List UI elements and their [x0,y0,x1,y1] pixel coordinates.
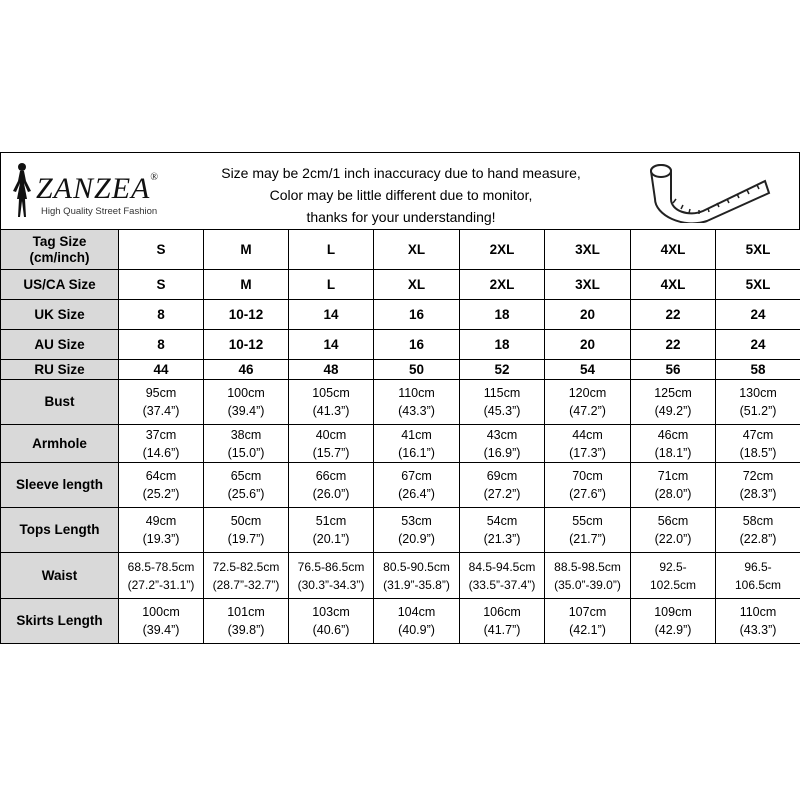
cell-text: (25.2”) [142,487,180,501]
cell-text: (43.3”) [739,623,777,637]
cell-text: (15.7”) [312,445,350,460]
cell-text: 52 [494,361,510,377]
cell-text: 100cm [142,605,180,619]
cell-text: 51cm [315,514,347,528]
table-cell [374,508,460,553]
table-cell [545,599,631,644]
cell-text: 84.5-94.5cm [468,559,536,574]
cell-text: 8 [157,336,165,352]
cell-text: 69cm [486,469,518,483]
table-cell [460,380,545,425]
table-cell [716,599,800,644]
table-cell [460,425,545,463]
cell-text: 101cm [227,605,265,619]
cell-text: (22.0”) [654,532,692,546]
table-cell [204,360,289,380]
cell-text: 80.5-90.5cm [383,559,450,574]
table-cell [289,360,374,380]
woman-silhouette-icon [9,161,35,221]
table-cell [204,599,289,644]
table-cell [289,230,374,270]
cell-text: M [240,276,252,292]
cell-text: (28.7”-32.7”) [212,577,280,592]
row-label-text: (cm/inch) [29,249,90,265]
cell-text: (20.9”) [398,532,435,546]
cell-text: (41.7”) [483,623,521,637]
cell-text: 115cm [483,386,521,400]
table-row [1,463,800,508]
cell-text: 105cm [312,386,350,400]
row-label-text: Tag Size [32,233,87,249]
cell-text: 54cm [486,514,518,528]
table-cell [631,360,716,380]
table-cell [119,300,204,330]
row-label [1,380,119,425]
cell-text: 56 [665,361,681,377]
cell-text: (19.7”) [227,532,265,546]
table-cell [204,330,289,360]
cell-text: 125cm [654,386,692,400]
table-cell [374,330,460,360]
cell-text: S [156,241,166,257]
row-label [1,463,119,508]
cell-text: (21.3”) [483,532,521,546]
cell-text: 110cm [398,386,435,400]
table-cell [716,330,800,360]
cell-text: 100cm [227,386,265,400]
cell-text: 103cm [312,605,350,619]
cell-text: 66cm [315,469,347,483]
brand-logo [9,161,189,221]
cell-text: (30.3”-34.3”) [297,577,365,592]
table-cell [716,463,800,508]
row-label-text: Skirts Length [16,613,103,628]
cell-text: 37cm [145,427,177,442]
cell-text: 46 [238,361,254,377]
row-label [1,270,119,300]
cell-text: 102.5cm [649,577,697,592]
cell-text: 56cm [657,514,689,528]
table-cell [545,230,631,270]
cell-text: 120cm [568,386,607,400]
cell-text: 43cm [486,427,518,442]
cell-text: (41.3”) [312,404,350,418]
cell-text: (43.3”) [398,404,435,418]
cell-text: 16 [408,336,425,352]
row-label [1,508,119,553]
cell-text: 47cm [742,427,774,442]
cell-text: (26.4”) [398,487,435,501]
size-chart [0,152,800,644]
cell-text: 10-12 [228,336,264,352]
row-label-text: RU Size [34,361,85,377]
cell-text: (18.1”) [654,445,692,460]
table-cell [631,300,716,330]
notice-line: Size may be 2cm/1 inch inaccuracy due to hand measure, [221,165,581,181]
cell-text: 65cm [230,469,262,483]
cell-text: 3XL [575,276,600,292]
cell-text: 5XL [745,276,771,292]
notice-line: Color may be little different due to monitor, [269,187,533,203]
cell-text: 67cm [401,469,432,483]
table-row [1,270,800,300]
table-cell [119,270,204,300]
cell-text: (45.3”) [483,404,521,418]
brand-name: ZANZEA® [36,172,159,205]
cell-text: 44cm [572,427,603,442]
table-cell [545,270,631,300]
table-row [1,599,800,644]
cell-text: 76.5-86.5cm [297,559,365,574]
table-cell [545,463,631,508]
row-label [1,300,119,330]
cell-text: (20.1”) [312,532,350,546]
cell-text: 24 [750,336,766,352]
table-cell [631,330,716,360]
cell-text: (40.6”) [312,623,350,637]
table-cell [119,230,204,270]
table-cell [460,553,545,599]
cell-text: (35.0”-39.0”) [554,577,621,592]
table-row [1,553,800,599]
cell-text: 54 [579,361,596,377]
cell-text: (47.2”) [569,404,606,418]
cell-text: (31.9”-35.8”) [383,577,450,592]
table-cell [545,553,631,599]
size-table [0,229,800,644]
cell-text: 22 [665,336,681,352]
table-cell [631,463,716,508]
cell-text: (16.1”) [398,445,435,460]
cell-text: (39.8”) [227,623,265,637]
cell-text: (16.9”) [483,445,521,460]
cell-text: 70cm [572,469,603,483]
table-cell [460,270,545,300]
row-label [1,230,119,270]
table-cell [119,380,204,425]
cell-text: 107cm [568,605,607,619]
cell-text: 48 [323,361,339,377]
table-row [1,508,800,553]
cell-text: (19.3”) [142,532,180,546]
table-cell [716,300,800,330]
table-cell [460,360,545,380]
table-cell [631,599,716,644]
cell-text: 64cm [145,469,177,483]
table-cell [289,300,374,330]
table-cell [119,360,204,380]
cell-text: 41cm [401,427,432,442]
cell-text: 50cm [230,514,262,528]
cell-text: (27.6”) [569,487,606,501]
table-row [1,425,800,463]
cell-text: 20 [579,336,596,352]
cell-text: L [326,241,336,257]
cell-text: (40.9”) [398,623,435,637]
cell-text: 106cm [483,605,521,619]
table-cell [374,599,460,644]
table-cell [289,508,374,553]
table-cell [374,230,460,270]
table-cell [289,599,374,644]
cell-text: (22.8”) [739,532,777,546]
chart-header [0,152,800,229]
cell-text: XL [407,241,426,257]
table-cell [204,463,289,508]
cell-text: 5XL [745,241,771,257]
cell-text: XL [407,276,426,292]
cell-text: L [326,276,336,292]
table-cell [460,508,545,553]
table-cell [545,360,631,380]
table-cell [716,230,800,270]
cell-text: (37.4”) [142,404,180,418]
cell-text: S [156,276,166,292]
cell-text: 71cm [657,469,689,483]
cell-text: 88.5-98.5cm [554,559,621,574]
cell-text: 16 [408,306,425,322]
cell-text: 22 [665,306,681,322]
cell-text: (42.1”) [569,623,606,637]
cell-text: 2XL [489,276,515,292]
measurement-notice [201,162,601,228]
cell-text: 109cm [654,605,692,619]
cell-text: 38cm [230,427,262,442]
cell-text: 10-12 [228,306,264,322]
table-cell [119,599,204,644]
table-cell [374,360,460,380]
table-row [1,360,800,380]
table-cell [631,270,716,300]
cell-text: 3XL [575,241,600,257]
row-label [1,553,119,599]
cell-text: 72.5-82.5cm [212,559,280,574]
cell-text: 40cm [315,427,347,442]
cell-text: 110cm [739,605,777,619]
cell-text: 104cm [397,605,436,619]
table-cell [204,300,289,330]
cell-text: 58 [750,361,766,377]
table-cell [716,270,800,300]
row-label-text: AU Size [34,336,85,352]
notice-line: thanks for your understanding! [306,209,496,225]
measuring-tape-icon [643,159,773,223]
row-label-text: Waist [41,567,78,583]
brand-tagline: High Quality Street Fashion [41,206,158,217]
cell-text: 95cm [145,386,177,400]
table-cell [374,300,460,330]
cell-text: 49cm [145,514,177,528]
cell-text: (28.0”) [654,487,692,501]
cell-text: 46cm [657,427,689,442]
table-cell [374,553,460,599]
table-cell [119,463,204,508]
cell-text: (28.3”) [739,487,777,501]
cell-text: (25.6”) [227,487,265,501]
table-cell [716,425,800,463]
row-label [1,330,119,360]
table-cell [374,463,460,508]
cell-text: 53cm [401,514,432,528]
cell-text: (27.2”-31.1”) [127,577,195,592]
row-label-text: Bust [44,394,75,409]
row-label [1,599,119,644]
table-cell [289,270,374,300]
table-row [1,380,800,425]
cell-text: M [240,241,252,257]
table-cell [204,230,289,270]
row-label-text: UK Size [34,306,85,322]
table-cell [631,553,716,599]
cell-text: (42.9”) [654,623,692,637]
table-cell [631,508,716,553]
table-cell [289,330,374,360]
cell-text: 106.5cm [734,577,782,592]
table-cell [631,425,716,463]
table-cell [460,599,545,644]
table-row [1,230,800,270]
table-cell [545,425,631,463]
cell-text: (15.0”) [227,445,265,460]
table-cell [289,380,374,425]
cell-text: (21.7”) [569,532,606,546]
table-cell [204,508,289,553]
cell-text: (39.4”) [142,623,180,637]
table-cell [374,270,460,300]
table-cell [545,380,631,425]
table-cell [204,380,289,425]
table-cell [119,553,204,599]
table-cell [545,330,631,360]
row-label [1,425,119,463]
cell-text: 4XL [660,241,686,257]
row-label-text: US/CA Size [23,276,96,292]
cell-text: (33.5”-37.4”) [468,577,536,592]
cell-text: 4XL [660,276,686,292]
cell-text: 18 [494,336,510,352]
cell-text: 130cm [739,386,777,400]
cell-text: (27.2”) [483,487,521,501]
cell-text: 92.5- [659,559,687,574]
cell-text: (17.3”) [569,445,606,460]
table-cell [204,425,289,463]
table-cell [374,425,460,463]
table-cell [460,463,545,508]
cell-text: 96.5- [744,559,772,574]
table-cell [716,360,800,380]
table-row [1,300,800,330]
table-cell [716,380,800,425]
cell-text: (51.2”) [739,404,777,418]
cell-text: 20 [579,306,596,322]
cell-text: (14.6”) [142,445,180,460]
table-cell [545,300,631,330]
table-cell [289,553,374,599]
table-cell [204,270,289,300]
cell-text: 68.5-78.5cm [127,559,195,574]
table-cell [119,508,204,553]
table-cell [119,425,204,463]
table-cell [204,553,289,599]
table-cell [460,230,545,270]
cell-text: 58cm [742,514,774,528]
cell-text: 14 [323,336,339,352]
cell-text: 2XL [489,241,515,257]
table-row [1,330,800,360]
cell-text: (49.2”) [654,404,692,418]
cell-text: (18.5”) [739,445,777,460]
row-label [1,360,119,380]
cell-text: 55cm [572,514,603,528]
cell-text: 24 [750,306,766,322]
cell-text: 8 [157,306,165,322]
row-label-text: Sleeve length [15,477,104,492]
table-cell [289,463,374,508]
table-cell [631,380,716,425]
table-cell [460,300,545,330]
cell-text: 72cm [742,469,774,483]
row-label-text: Armhole [32,435,87,451]
table-cell [716,508,800,553]
table-cell [545,508,631,553]
table-cell [460,330,545,360]
table-cell [716,553,800,599]
cell-text: 18 [494,306,510,322]
table-cell [374,380,460,425]
row-label-text: Tops Length [19,522,100,537]
table-cell [289,425,374,463]
cell-text: 50 [408,361,425,377]
table-cell [119,330,204,360]
cell-text: 14 [323,306,339,322]
table-cell [631,230,716,270]
cell-text: (39.4”) [227,404,265,418]
cell-text: 44 [153,361,169,377]
cell-text: (26.0”) [312,487,350,501]
